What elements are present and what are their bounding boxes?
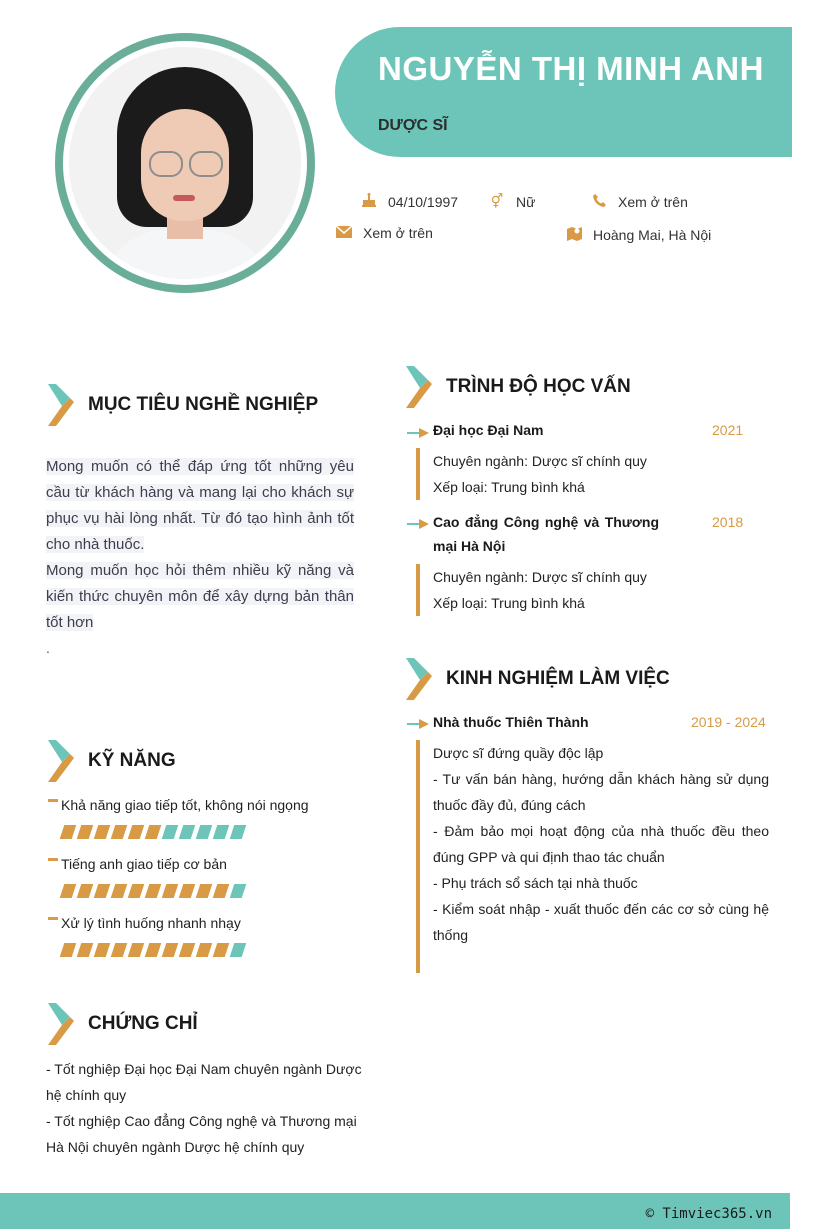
experience-line: Dược sĩ đứng quầy độc lập [433, 745, 604, 761]
profile-photo [69, 47, 301, 279]
education-title: TRÌNH ĐỘ HỌC VẤN [446, 376, 631, 397]
birthday-value: 04/10/1997 [388, 193, 459, 210]
objective-paragraph-1: Mong muốn có thể đáp ứng tốt những yêu cầu từ khách hàng và mang lại cho khách sự phục vụ hài lòng nhất. Từ đó tạo hình ảnh tốt cho nhà thuốc. [46, 458, 354, 553]
skill-segment [179, 825, 196, 839]
contact-gender [488, 193, 535, 210]
skill-segment [111, 943, 128, 957]
header-band [335, 27, 792, 157]
skill-segment [230, 943, 247, 957]
certificate-item: - Tốt nghiệp Đại học Đại Nam chuyên ngành Dược hệ chính quy [46, 1061, 362, 1103]
certificates-heading [48, 1003, 198, 1045]
contact-phone [590, 193, 688, 211]
email-value: Xem ở trên [363, 225, 433, 241]
phone-value: Xem ở trên [618, 194, 688, 210]
arrow-right-icon [407, 425, 429, 435]
skill-segment [196, 884, 213, 898]
skill-segment [230, 825, 247, 839]
timeline-line [416, 564, 420, 616]
experience-line: - Tư vấn bán hàng, hướng dẫn khách hàng sử dụng thuốc đầy đủ, đúng cách [433, 771, 769, 813]
skill-item [48, 915, 241, 931]
skill-segment [213, 943, 230, 957]
contact-address [565, 225, 711, 244]
skill-segment [77, 943, 94, 957]
skill-segment [179, 884, 196, 898]
birthday-cake-icon [360, 193, 378, 210]
skill-segment [162, 943, 179, 957]
skill-label: Xử lý tình huống nhanh nhạy [61, 915, 241, 931]
skill-segment [128, 884, 145, 898]
skill-segment [94, 943, 111, 957]
experience-line: - Kiểm soát nhập - xuất thuốc đến các cơ sở cùng hệ thống [433, 901, 769, 943]
chevron-icon [406, 366, 434, 408]
education-heading [406, 366, 631, 408]
education-grade: Xếp loại: Trung bình khá [433, 479, 585, 495]
candidate-role: DƯỢC SĨ [378, 117, 448, 134]
skill-segment [128, 825, 145, 839]
skill-label: Khả năng giao tiếp tốt, không nói ngọng [61, 797, 309, 813]
skill-segment [213, 884, 230, 898]
objective-heading [48, 384, 318, 426]
skill-level-bar [62, 943, 249, 957]
chevron-icon [48, 384, 76, 426]
skill-segment [111, 825, 128, 839]
objective-paragraph-2: Mong muốn học hỏi thêm nhiều kỹ năng và kiến thức chuyên môn để xây dựng bản thân tốt hơn [46, 562, 354, 631]
education-details [433, 448, 753, 500]
experience-title: KINH NGHIỆM LÀM VIỆC [446, 668, 670, 689]
phone-icon [590, 193, 608, 211]
skill-item [48, 856, 227, 872]
arrow-right-icon [407, 516, 429, 526]
skill-segment [145, 825, 162, 839]
skill-segment [230, 884, 247, 898]
education-school: Đại học Đại Nam [433, 422, 544, 438]
experience-period: 2019 - 2024 [691, 714, 766, 730]
education-year: 2021 [712, 422, 744, 438]
skill-level-bar [62, 825, 249, 839]
timeline-line [416, 448, 420, 500]
address-value: Hoàng Mai, Hà Nội [593, 226, 712, 243]
chevron-icon [48, 740, 76, 782]
arrow-right-icon [407, 716, 429, 726]
experience-company: Nhà thuốc Thiên Thành [433, 714, 589, 730]
footer-bar [0, 1193, 790, 1229]
skill-segment [94, 825, 111, 839]
map-marker-icon [565, 225, 583, 244]
education-details [433, 564, 753, 616]
skill-segment [162, 825, 179, 839]
contact-email [335, 225, 433, 241]
education-school: Cao đẳng Công nghệ và Thương mại Hà Nội [433, 514, 659, 554]
experience-heading [406, 658, 670, 700]
objective-trailing: . [46, 640, 50, 656]
skill-segment [77, 884, 94, 898]
skill-segment [94, 884, 111, 898]
skills-title: KỸ NĂNG [88, 750, 176, 771]
education-grade: Xếp loại: Trung bình khá [433, 595, 585, 611]
skill-segment [145, 884, 162, 898]
skill-segment [60, 825, 77, 839]
skill-level-bar [62, 884, 249, 898]
certificates-title: CHỨNG CHỈ [88, 1013, 198, 1034]
timeline-line [416, 740, 420, 973]
profile-photo-frame [55, 33, 315, 293]
certificates-list [46, 1056, 364, 1160]
objective-text [46, 454, 354, 636]
footer-credit: © Timviec365.vn [645, 1206, 772, 1222]
skills-heading [48, 740, 176, 782]
skill-segment [179, 943, 196, 957]
chevron-icon [48, 1003, 76, 1045]
education-year: 2018 [712, 514, 744, 530]
skill-segment [213, 825, 230, 839]
gender-icon: ⚥ [490, 193, 504, 209]
experience-line: - Đảm bảo mọi hoạt động của nhà thuốc đều theo đúng GPP và qui định thao tác chuẩn [433, 823, 769, 865]
chevron-icon [406, 658, 434, 700]
skill-segment [196, 825, 213, 839]
contact-birthday [360, 193, 458, 210]
experience-details [433, 740, 769, 948]
skill-label: Tiếng anh giao tiếp cơ bản [61, 856, 227, 872]
skill-segment [162, 884, 179, 898]
skill-segment [77, 825, 94, 839]
certificate-item: - Tốt nghiệp Cao đẳng Công nghệ và Thương mại Hà Nội chuyên ngành Dược hệ chính quy [46, 1113, 357, 1155]
education-major: Chuyên ngành: Dược sĩ chính quy [433, 453, 647, 469]
skill-segment [196, 943, 213, 957]
experience-line: - Phụ trách sổ sách tại nhà thuốc [433, 875, 638, 891]
objective-title: MỤC TIÊU NGHỀ NGHIỆP [88, 394, 319, 415]
skill-segment [145, 943, 162, 957]
skill-segment [60, 884, 77, 898]
skill-segment [111, 884, 128, 898]
education-major: Chuyên ngành: Dược sĩ chính quy [433, 569, 647, 585]
skill-segment [60, 943, 77, 957]
gender-value: Nữ [516, 193, 536, 210]
candidate-name: NGUYỄN THỊ MINH ANH [378, 50, 764, 87]
envelope-icon [335, 225, 353, 241]
skill-item [48, 797, 309, 813]
skill-segment [128, 943, 145, 957]
